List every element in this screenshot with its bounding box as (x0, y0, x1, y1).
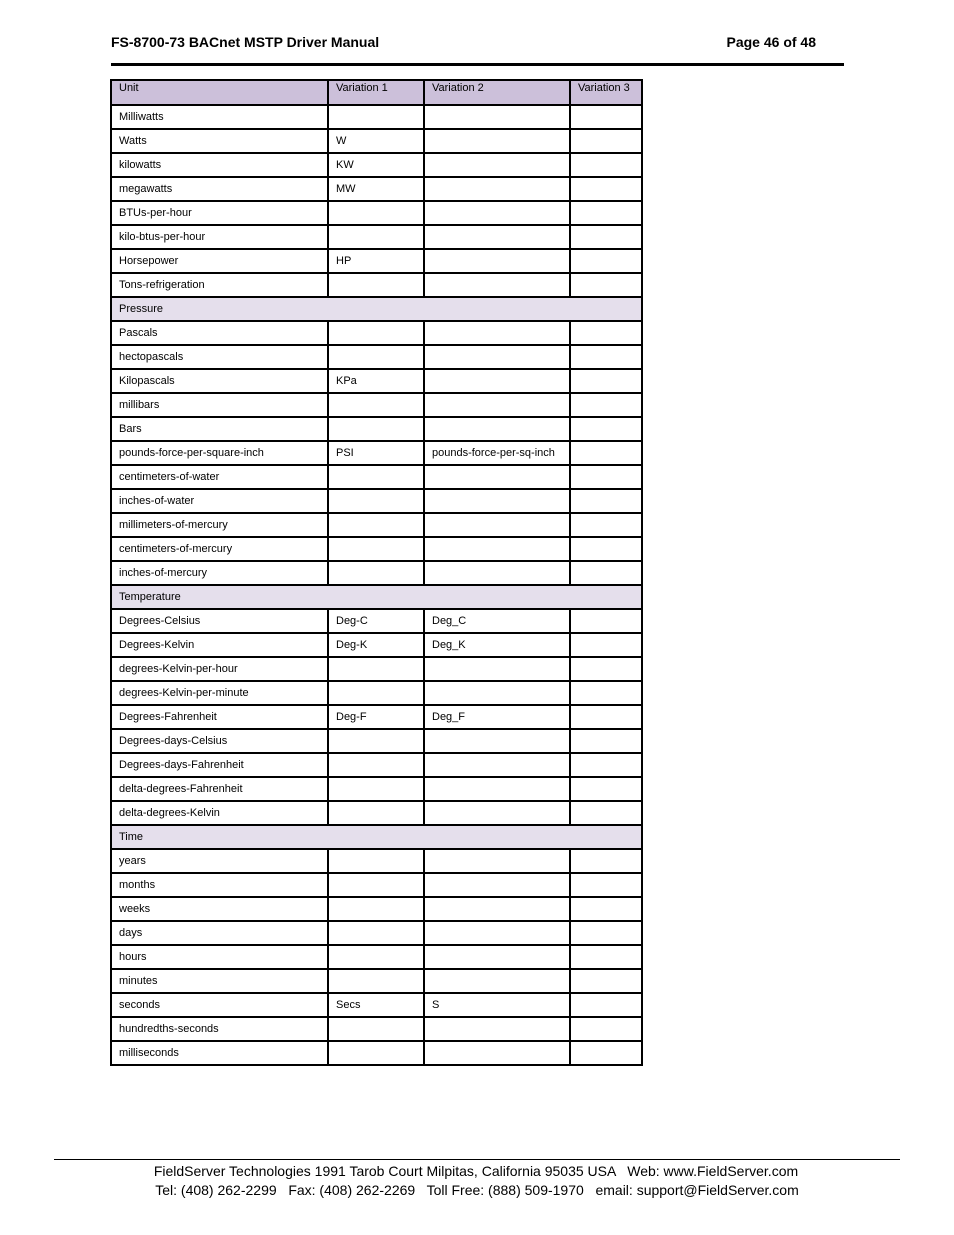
cell-unit: Bars (111, 417, 328, 441)
cell-unit: hundredths-seconds (111, 1017, 328, 1041)
cell-variation-2 (424, 393, 570, 417)
cell-unit: Watts (111, 129, 328, 153)
cell-variation-2 (424, 513, 570, 537)
section-row (111, 825, 642, 849)
cell-variation-1 (328, 1041, 424, 1065)
cell-variation-2 (424, 777, 570, 801)
cell-unit: weeks (111, 897, 328, 921)
cell-variation-3 (570, 537, 642, 561)
cell-variation-3 (570, 513, 642, 537)
table-row (111, 417, 642, 441)
table-row (111, 465, 642, 489)
column-header-variation-3: Variation 3 (570, 80, 642, 105)
cell-variation-1 (328, 801, 424, 825)
cell-variation-2 (424, 729, 570, 753)
cell-variation-2 (424, 1017, 570, 1041)
table-row (111, 969, 642, 993)
cell-unit: centimeters-of-mercury (111, 537, 328, 561)
cell-variation-2 (424, 201, 570, 225)
cell-unit: hectopascals (111, 345, 328, 369)
table-row (111, 177, 642, 201)
table-row (111, 321, 642, 345)
table-row (111, 993, 642, 1017)
cell-variation-3 (570, 945, 642, 969)
cell-variation-1 (328, 489, 424, 513)
cell-variation-1 (328, 273, 424, 297)
cell-variation-3 (570, 441, 642, 465)
cell-variation-3 (570, 681, 642, 705)
cell-variation-3 (570, 993, 642, 1017)
cell-unit: centimeters-of-water (111, 465, 328, 489)
cell-variation-3 (570, 249, 642, 273)
cell-variation-3 (570, 489, 642, 513)
cell-variation-3 (570, 273, 642, 297)
units-table-body (111, 80, 642, 1065)
table-row (111, 1041, 642, 1065)
cell-variation-1: MW (328, 177, 424, 201)
cell-variation-1 (328, 753, 424, 777)
header-rule (111, 63, 844, 66)
cell-variation-2 (424, 969, 570, 993)
cell-variation-1: W (328, 129, 424, 153)
cell-unit: Degrees-days-Fahrenheit (111, 753, 328, 777)
cell-variation-3 (570, 129, 642, 153)
cell-variation-1: Secs (328, 993, 424, 1017)
cell-variation-1 (328, 681, 424, 705)
table-row (111, 273, 642, 297)
cell-variation-2 (424, 921, 570, 945)
cell-variation-2 (424, 273, 570, 297)
cell-variation-2: Deg_F (424, 705, 570, 729)
footer-contact: Tel: (408) 262-2299 Fax: (408) 262-2269 Toll Free: (888) 509-1970 email: support@FieldServer.com (155, 1182, 799, 1198)
cell-variation-1 (328, 537, 424, 561)
cell-variation-2 (424, 945, 570, 969)
table-row (111, 633, 642, 657)
cell-variation-2 (424, 369, 570, 393)
cell-unit: Degrees-days-Celsius (111, 729, 328, 753)
cell-variation-1 (328, 969, 424, 993)
cell-unit: pounds-force-per-square-inch (111, 441, 328, 465)
table-header-row (111, 80, 642, 105)
cell-variation-2: pounds-force-per-sq-inch (424, 441, 570, 465)
cell-variation-2 (424, 681, 570, 705)
cell-variation-1 (328, 393, 424, 417)
cell-variation-1: PSI (328, 441, 424, 465)
cell-variation-1 (328, 321, 424, 345)
cell-unit: Degrees-Celsius (111, 609, 328, 633)
cell-variation-3 (570, 321, 642, 345)
cell-unit: Milliwatts (111, 105, 328, 129)
cell-variation-1: HP (328, 249, 424, 273)
table-row (111, 681, 642, 705)
cell-unit: BTUs-per-hour (111, 201, 328, 225)
cell-unit: years (111, 849, 328, 873)
cell-variation-1 (328, 729, 424, 753)
table-row (111, 393, 642, 417)
table-row (111, 129, 642, 153)
cell-variation-2 (424, 417, 570, 441)
table-row (111, 561, 642, 585)
cell-variation-2 (424, 537, 570, 561)
section-label: Time (111, 825, 642, 849)
cell-unit: Kilopascals (111, 369, 328, 393)
footer-address: FieldServer Technologies 1991 Tarob Court Milpitas, California 95035 USA Web: www.FieldServer.com (153, 1163, 799, 1179)
cell-variation-2: Deg_C (424, 609, 570, 633)
cell-unit: Tons-refrigeration (111, 273, 328, 297)
cell-unit: Pascals (111, 321, 328, 345)
cell-variation-1: KPa (328, 369, 424, 393)
cell-variation-3 (570, 633, 642, 657)
cell-variation-3 (570, 1017, 642, 1041)
cell-variation-2: S (424, 993, 570, 1017)
table-row (111, 729, 642, 753)
cell-unit: delta-degrees-Kelvin (111, 801, 328, 825)
cell-variation-2 (424, 561, 570, 585)
cell-variation-1 (328, 345, 424, 369)
cell-variation-3 (570, 729, 642, 753)
table-row (111, 225, 642, 249)
cell-variation-2 (424, 657, 570, 681)
cell-unit: delta-degrees-Fahrenheit (111, 777, 328, 801)
cell-variation-3 (570, 369, 642, 393)
page-number: Page 46 of 48 (726, 34, 816, 50)
table-row (111, 345, 642, 369)
cell-variation-3 (570, 609, 642, 633)
cell-variation-2 (424, 129, 570, 153)
table-row (111, 105, 642, 129)
cell-variation-3 (570, 177, 642, 201)
cell-variation-2 (424, 321, 570, 345)
cell-variation-3 (570, 777, 642, 801)
cell-unit: kilowatts (111, 153, 328, 177)
cell-variation-2 (424, 897, 570, 921)
cell-unit: Degrees-Fahrenheit (111, 705, 328, 729)
cell-variation-1 (328, 897, 424, 921)
cell-variation-2 (424, 465, 570, 489)
cell-variation-3 (570, 801, 642, 825)
cell-variation-2 (424, 249, 570, 273)
table-row (111, 201, 642, 225)
section-label: Temperature (111, 585, 642, 609)
table-row (111, 153, 642, 177)
cell-variation-2 (424, 1041, 570, 1065)
table-row (111, 945, 642, 969)
cell-variation-3 (570, 705, 642, 729)
cell-variation-3 (570, 561, 642, 585)
cell-variation-3 (570, 105, 642, 129)
cell-unit: millimeters-of-mercury (111, 513, 328, 537)
table-row (111, 921, 642, 945)
table-row (111, 777, 642, 801)
table-row (111, 873, 642, 897)
cell-variation-2 (424, 345, 570, 369)
table-row (111, 513, 642, 537)
cell-variation-1: Deg-K (328, 633, 424, 657)
cell-variation-2 (424, 801, 570, 825)
cell-variation-3 (570, 921, 642, 945)
table-row (111, 369, 642, 393)
table-row (111, 537, 642, 561)
cell-unit: degrees-Kelvin-per-minute (111, 681, 328, 705)
cell-variation-2 (424, 849, 570, 873)
cell-unit: milliseconds (111, 1041, 328, 1065)
cell-unit: seconds (111, 993, 328, 1017)
cell-variation-1 (328, 561, 424, 585)
cell-variation-2 (424, 225, 570, 249)
cell-unit: Degrees-Kelvin (111, 633, 328, 657)
cell-variation-1: Deg-C (328, 609, 424, 633)
cell-unit: days (111, 921, 328, 945)
cell-unit: megawatts (111, 177, 328, 201)
table-row (111, 489, 642, 513)
cell-unit: inches-of-water (111, 489, 328, 513)
cell-unit: inches-of-mercury (111, 561, 328, 585)
table-row (111, 249, 642, 273)
table-row (111, 705, 642, 729)
units-table (110, 79, 643, 1066)
cell-variation-2 (424, 177, 570, 201)
cell-variation-3 (570, 657, 642, 681)
cell-unit: months (111, 873, 328, 897)
cell-unit: Horsepower (111, 249, 328, 273)
document-title: FS-8700-73 BACnet MSTP Driver Manual (111, 34, 380, 50)
table-row (111, 609, 642, 633)
column-header-unit: Unit (111, 80, 328, 105)
cell-variation-1 (328, 417, 424, 441)
cell-variation-2 (424, 489, 570, 513)
cell-variation-1 (328, 849, 424, 873)
cell-variation-3 (570, 417, 642, 441)
cell-variation-3 (570, 345, 642, 369)
cell-variation-1 (328, 201, 424, 225)
cell-variation-1 (328, 873, 424, 897)
cell-variation-3 (570, 969, 642, 993)
cell-variation-3 (570, 873, 642, 897)
footer-rule (54, 1159, 900, 1160)
cell-variation-3 (570, 897, 642, 921)
cell-variation-1: Deg-F (328, 705, 424, 729)
cell-variation-2 (424, 153, 570, 177)
cell-variation-3 (570, 465, 642, 489)
table-row (111, 849, 642, 873)
table-row (111, 753, 642, 777)
section-row (111, 297, 642, 321)
column-header-variation-2: Variation 2 (424, 80, 570, 105)
section-label: Pressure (111, 297, 642, 321)
cell-variation-1 (328, 225, 424, 249)
cell-variation-1 (328, 465, 424, 489)
cell-variation-2: Deg_K (424, 633, 570, 657)
section-row (111, 585, 642, 609)
cell-variation-3 (570, 753, 642, 777)
cell-variation-3 (570, 1041, 642, 1065)
cell-unit: hours (111, 945, 328, 969)
cell-variation-3 (570, 201, 642, 225)
cell-variation-3 (570, 225, 642, 249)
cell-variation-2 (424, 753, 570, 777)
column-header-variation-1: Variation 1 (328, 80, 424, 105)
table-row (111, 657, 642, 681)
table-row (111, 1017, 642, 1041)
cell-variation-3 (570, 393, 642, 417)
cell-variation-1 (328, 513, 424, 537)
cell-unit: minutes (111, 969, 328, 993)
cell-variation-3 (570, 849, 642, 873)
cell-unit: degrees-Kelvin-per-hour (111, 657, 328, 681)
cell-variation-1: KW (328, 153, 424, 177)
cell-unit: millibars (111, 393, 328, 417)
table-row (111, 441, 642, 465)
cell-variation-2 (424, 873, 570, 897)
cell-variation-1 (328, 105, 424, 129)
table-row (111, 801, 642, 825)
cell-variation-1 (328, 921, 424, 945)
cell-variation-1 (328, 1017, 424, 1041)
cell-variation-2 (424, 105, 570, 129)
cell-variation-1 (328, 777, 424, 801)
cell-unit: kilo-btus-per-hour (111, 225, 328, 249)
table-row (111, 897, 642, 921)
cell-variation-3 (570, 153, 642, 177)
cell-variation-1 (328, 945, 424, 969)
cell-variation-1 (328, 657, 424, 681)
